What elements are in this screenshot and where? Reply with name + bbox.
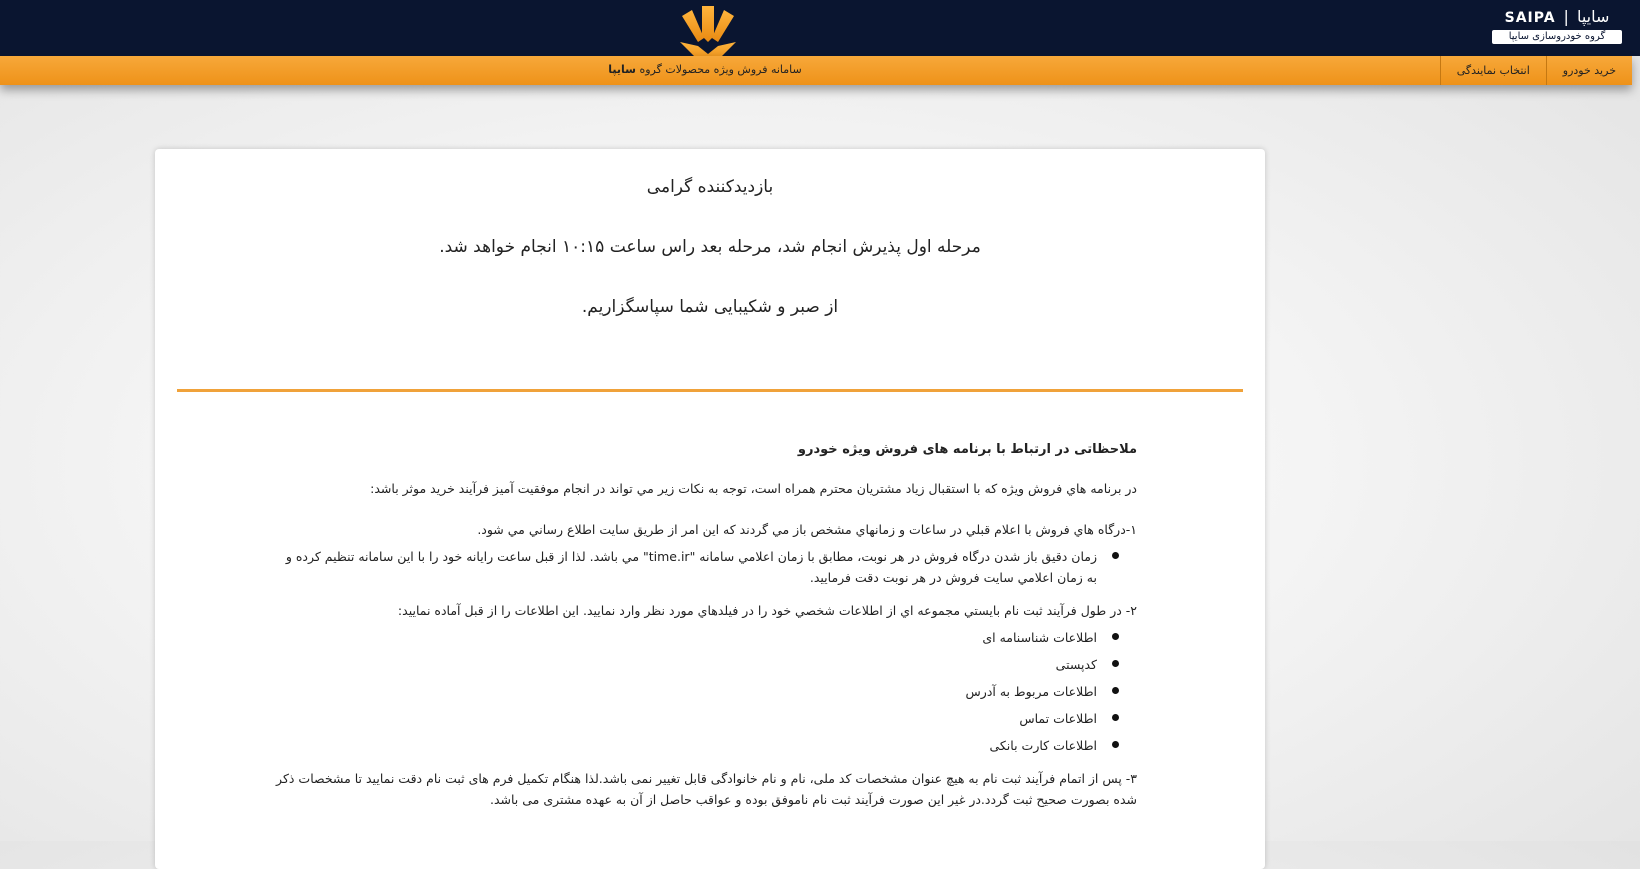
list-item (275, 681, 1097, 702)
nav-menu (1440, 56, 1632, 85)
list-item (275, 627, 1097, 648)
list-item-text: اطلاعات کارت بانکی (989, 738, 1097, 753)
list-item-text: اطلاعات مربوط به آدرس (965, 684, 1097, 699)
bullet-icon (1112, 741, 1119, 748)
note-item-2-list (275, 627, 1137, 756)
note-item-1: ۱-درگاه هاي فروش با اعلام قبلي در ساعات و زمانهاي مشخص باز مي گردند که اين امر از طريق سايت اطلاع رساني مي شود. (477, 522, 1137, 537)
notes-title: ملاحظاتی در ارتباط با برنامه های فروش ویژه خودرو (797, 442, 1137, 457)
brand-persian: سایپا (1576, 7, 1610, 26)
stage-message: مرحله اول پذیرش انجام شد، مرحله بعد راس ساعت ۱۰:۱۵ انجام خواهد شد. (439, 237, 981, 257)
bullet-icon (1112, 660, 1119, 667)
list-item (275, 735, 1097, 756)
nav-bar (0, 56, 1632, 85)
thanks-message: از صبر و شکیبایی شما سپاسگزاریم. (581, 297, 839, 317)
brand-block[interactable] (1492, 8, 1622, 44)
list-item (275, 708, 1097, 729)
list-item-text: زمان دقيق باز شدن درگاه فروش در هر نوبت، مطابق با زمان اعلامي سامانه "time.ir" مي باشد. لذا از قبل ساعت رايانه خود را با اين سامانه تنظيم کرده و به زمان اعلامي سايت فروش در هر نوبت دقت فرماييد. (285, 549, 1097, 585)
list-item (275, 654, 1097, 675)
nav-item-buy-car[interactable]: خرید خودرو (1546, 56, 1632, 85)
tagline (560, 62, 850, 78)
bullet-icon (1112, 687, 1119, 694)
list-item-text: اطلاعات شناسنامه ای (982, 630, 1097, 645)
notes-intro: در برنامه هاي فروش ويژه که با استقبال زياد مشتريان محترم همراه است، توجه به نکات زير مي تواند در انجام موفقيت آميز فرآيند خريد موثر باشد: (370, 481, 1137, 496)
greeting: بازدیدکننده گرامی (646, 177, 774, 197)
bullet-icon (1112, 633, 1119, 640)
brand-subtitle: گروه خودروسازی سایپا (1492, 30, 1622, 44)
notes-section (275, 439, 1137, 830)
nav-item-select-dealer[interactable]: انتخاب نمایندگی (1440, 56, 1546, 85)
divider (177, 389, 1243, 392)
top-header (0, 0, 1640, 56)
list-item-text: کدپستی (1055, 657, 1097, 672)
note-item-2: ۲- در طول فرآيند ثبت نام بايستي مجموعه اي از اطلاعات شخصي خود را در فيلدهاي مورد نظر وارد نماييد. اين اطلاعات را از قبل آماده نماييد: (397, 603, 1137, 618)
content-card (155, 149, 1265, 869)
bullet-icon (1112, 714, 1119, 721)
bullet-icon (1112, 552, 1119, 559)
brand-latin: SAIPA (1504, 10, 1556, 26)
list-item-text: اطلاعات تماس (1019, 711, 1097, 726)
list-item (275, 546, 1097, 588)
brand-name (1492, 8, 1622, 27)
note-item-3: ۳- پس از اتمام فرآیند ثبت نام به هیچ عنوان مشخصات کد ملی، نام و نام خانوادگی قابل تغییر نمی باشد.لذا هنگام تکمیل فرم های ثبت نام دقت نمایید تا مشخصات ذکر شده بصورت صحیح ثبت گردد.در غیر این صورت فرآیند ثبت نام ناموفق بوده و عواقب حاصل از آن به عهده مشتری می باشد. (276, 771, 1137, 807)
tagline-text: سامانه فروش ویژه محصولات گروه (639, 63, 802, 76)
note-item-1-list (275, 546, 1137, 588)
tagline-brand: سایپا (608, 63, 636, 76)
brand-separator: | (1563, 7, 1569, 26)
